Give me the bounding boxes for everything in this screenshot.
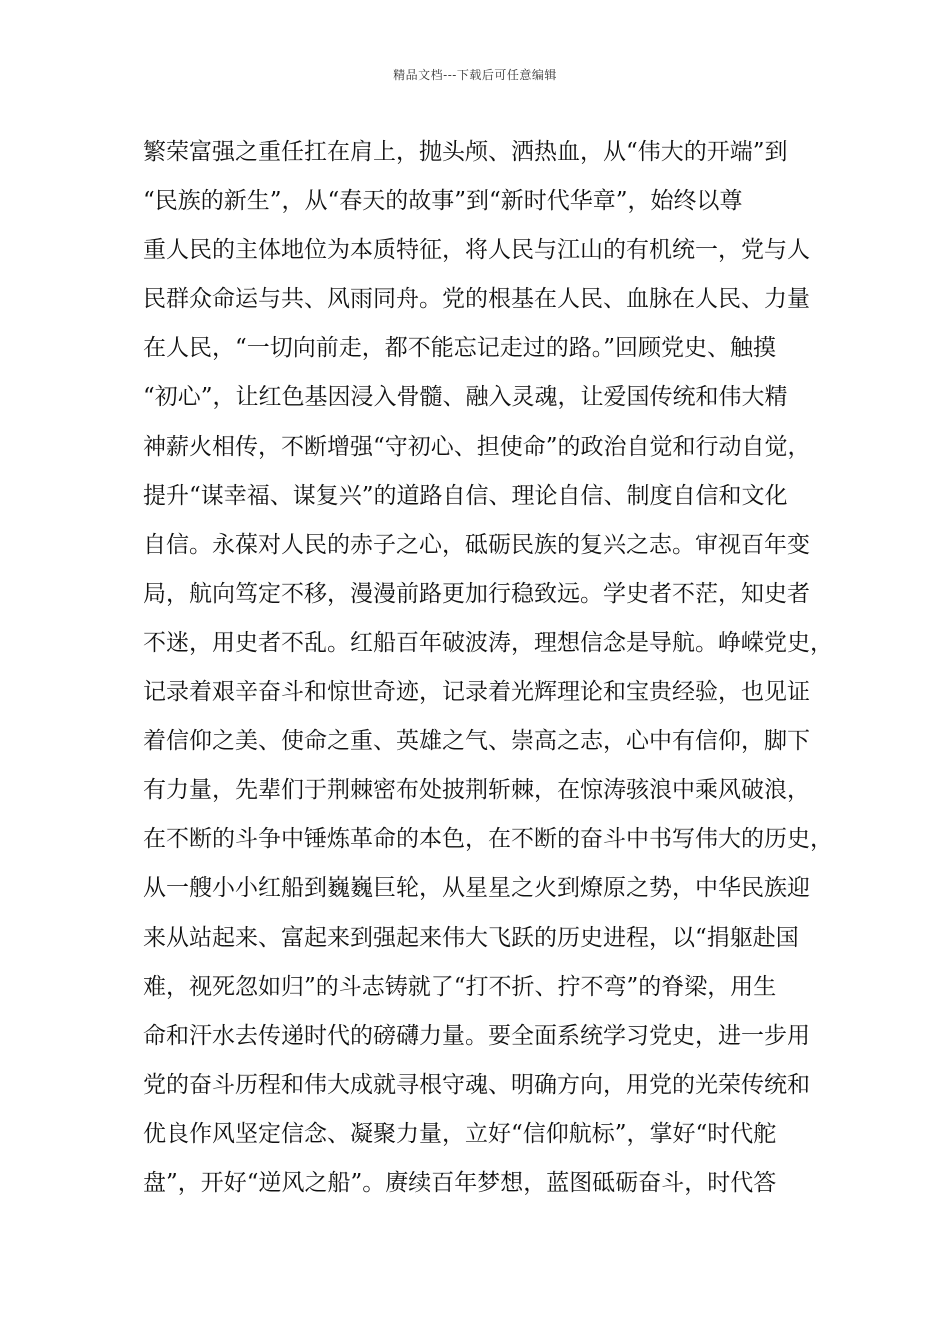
text-line: 记录着艰辛奋斗和惊世奇迹，记录着光辉理论和宝贵经验，也见证 (143, 679, 810, 706)
text-line: 盘”，开好“逆风之船”。赓续百年梦想，蓝图砥砺奋斗，时代答 (143, 1169, 777, 1196)
text-line: 不迷，用史者不乱。红船百年破波涛，理想信念是导航。峥嵘党史， (143, 629, 833, 656)
page-header: 精品文档---下载后可任意编辑 (393, 68, 557, 82)
text-line: 优良作风坚定信念、凝聚力量，立好“信仰航标”，掌好“时代舵 (143, 1120, 777, 1147)
text-line: 命和汗水去传递时代的磅礴力量。要全面系统学习党史，进一步用 (143, 1022, 810, 1049)
text-line: 难，视死忽如归”的斗志铸就了“打不折、拧不弯”的脊梁，用生 (143, 973, 777, 1000)
text-line: 自信。永葆对人民的赤子之心，砥砺民族的复兴之志。审视百年变 (143, 531, 810, 558)
body-text (143, 128, 833, 1208)
text-line: 在人民，“一切向前走，都不能忘记走过的路。”回顾党史、触摸 (143, 335, 777, 362)
text-line: 重人民的主体地位为本质特征，将人民与江山的有机统一，党与人 (143, 237, 810, 264)
text-line: 民群众命运与共、风雨同舟。党的根基在人民、血脉在人民、力量 (143, 286, 810, 313)
text-line: 繁荣富强之重任扛在肩上，抛头颅、洒热血，从“伟大的开端”到 (143, 139, 788, 165)
text-line: “民族的新生”，从“春天的故事”到“新时代华章”，始终以尊 (143, 188, 743, 215)
text-line: 局，航向笃定不移，漫漫前路更加行稳致远。学史者不茫，知史者 (143, 580, 810, 607)
text-line: “初心”，让红色基因浸入骨髓、融入灵魂，让爱国传统和伟大精 (143, 384, 788, 411)
text-line: 着信仰之美、使命之重、英雄之气、崇高之志，心中有信仰，脚下 (143, 728, 810, 755)
text-line: 神薪火相传，不断增强“守初心、担使命”的政治自觉和行动自觉， (143, 433, 811, 460)
text-line: 来从站起来、富起来到强起来伟大飞跃的历史进程，以“捐躯赴国 (143, 924, 799, 951)
text-line: 有力量，先辈们于荆棘密布处披荆斩棘，在惊涛骇浪中乘风破浪， (143, 777, 810, 804)
text-line: 提升“谋幸福、谋复兴”的道路自信、理论自信、制度自信和文化 (143, 482, 788, 509)
text-line: 从一艘小小红船到巍巍巨轮，从星星之火到燎原之势，中华民族迎 (143, 875, 810, 902)
text-line: 在不断的斗争中锤炼革命的本色，在不断的奋斗中书写伟大的历史， (143, 826, 833, 853)
text-line: 党的奋斗历程和伟大成就寻根守魂、明确方向，用党的光荣传统和 (143, 1071, 810, 1098)
